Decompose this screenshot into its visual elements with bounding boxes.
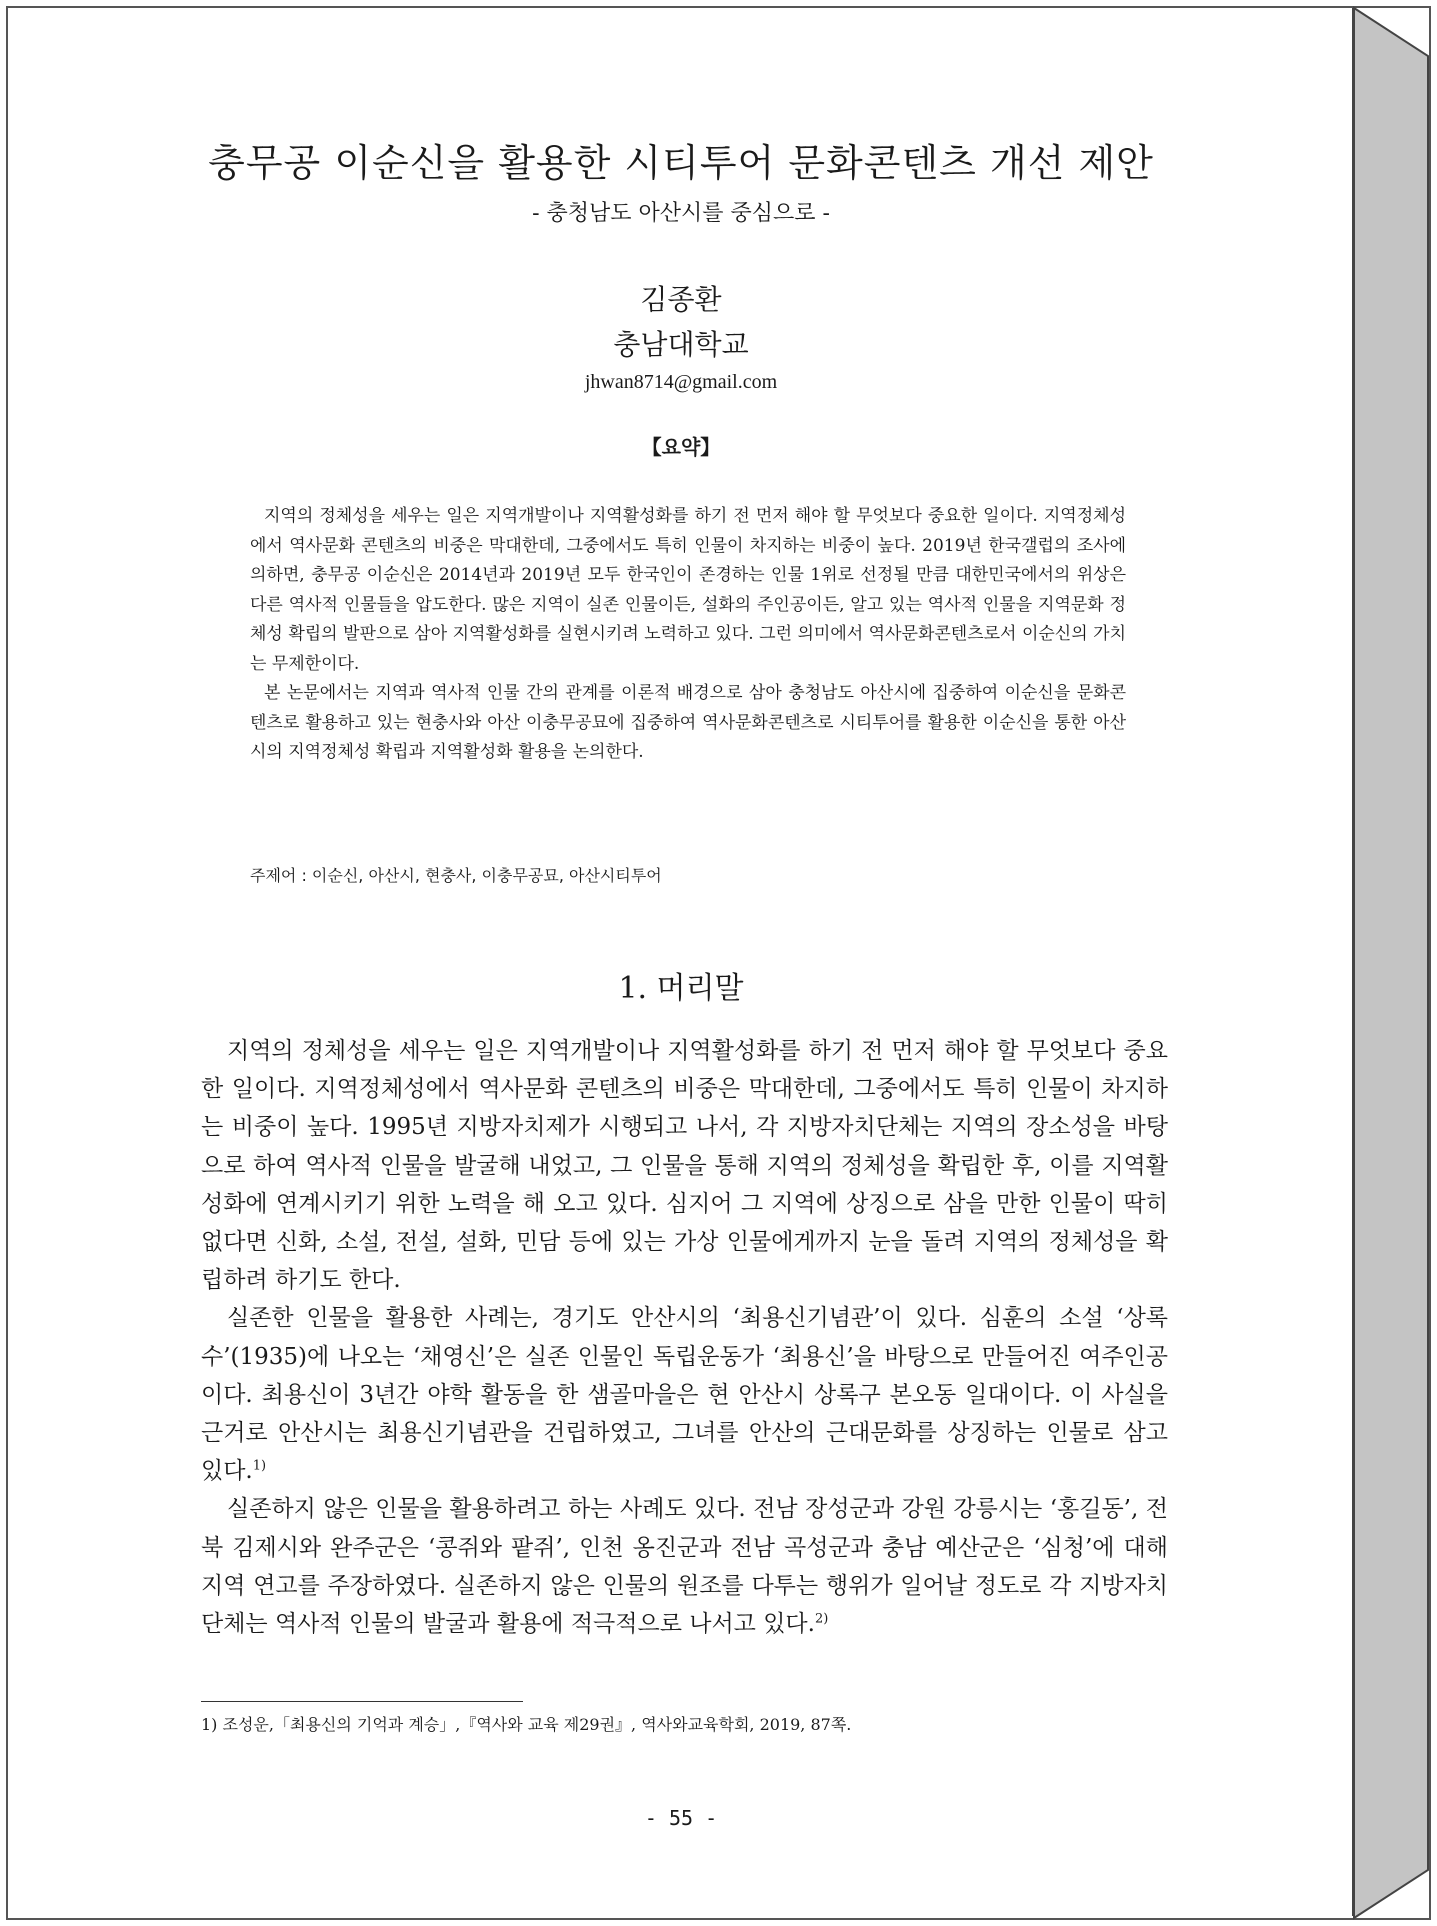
keywords: 주제어 : 이순신, 아산시, 현충사, 이충무공묘, 아산시티투어	[250, 866, 662, 885]
author-affiliation: 충남대학교	[613, 328, 749, 361]
page-stack-edge	[1352, 6, 1430, 1920]
footnote-ref[interactable]: 2)	[814, 1611, 829, 1627]
author-email: jhwan8714@gmail.com	[584, 371, 778, 393]
body-paragraph-text: 실존한 인물을 활용한 사례는, 경기도 안산시의 ‘최용신기념관’이 있다. 심훈의 소설 ‘상록수’(1935)에 나오는 ‘채영신’은 실존 인물인 독립운동가 ‘최용신’을 바탕으로 만들어진 여주인공이다. 최용신이 3년간 야학 활동을 한 샘골마을은 현 안산시 상록구 본오동 일대이다. 이 사실을 근거로 안산시는 최용신기념관을 건립하였고, 그녀를 안산의 근대문화를 상징하는 인물로 삼고 있다.	[201, 1305, 1168, 1485]
paper-page	[8, 8, 1354, 1916]
footnote-divider	[201, 1701, 523, 1702]
page-number: - 55 -	[644, 1806, 718, 1830]
section-heading: 1. 머리말	[618, 971, 744, 1006]
footnote-ref[interactable]: 1)	[252, 1458, 267, 1474]
body-paragraph-text: 실존하지 않은 인물을 활용하려고 하는 사례도 있다. 전남 장성군과 강원 강릉시는 ‘홍길동’, 전북 김제시와 완주군은 ‘콩쥐와 팥쥐’, 인천 옹진군과 전남 곡성군과 충남 예산군은 ‘심청’에 대해 지역 연고를 주장하였다. 실존하지 않은 인물의 원조를 다투는 행위가 일어날 정도로 각 지방자치단체는 역사적 인물의 발굴과 활용에 적극적으로 나서고 있다.	[201, 1496, 1168, 1638]
abstract-paragraph: 지역의 정체성을 세우는 일은 지역개발이나 지역활성화를 하기 전 먼저 해야 할 무엇보다 중요한 일이다. 지역정체성에서 역사문화 콘텐츠의 비중은 막대한데, 그중에서도 특히 인물이 차지하는 비중이 높다. 2019년 한국갤럽의 조사에 의하면, 충무공 이순신은 2014년과 2019년 모두 한국인이 존경하는 인물 1위로 선정될 만큼 대한민국에서의 위상은 다른 역사적 인물들을 압도한다. 많은 지역이 실존 인물이든, 설화의 주인공이든, 알고 있는 역사적 인물을 지역문화 정체성 확립의 발판으로 삼아 지역활성화를 실현시키려 노력하고 있다. 그런 의미에서 역사문화콘텐츠로서 이순신의 가치는 무제한이다.	[250, 506, 1126, 674]
body-paragraph: 지역의 정체성을 세우는 일은 지역개발이나 지역활성화를 하기 전 먼저 해야 할 무엇보다 중요한 일이다. 지역정체성에서 역사문화 콘텐츠의 비중은 막대한데, 그중에서도 특히 인물이 차지하는 비중이 높다. 1995년 지방자치제가 시행되고 나서, 각 지방자치단체는 지역의 장소성을 바탕으로 하여 역사적 인물을 발굴해 내었고, 그 인물을 통해 지역의 정체성을 확립한 후, 이를 지역활성화에 연계시키기 위한 노력을 해 오고 있다. 심지어 그 지역에 상징으로 삼을 만한 인물이 딱히 없다면 신화, 소설, 전설, 설화, 민담 등에 있는 가상 인물에게까지 눈을 돌려 지역의 정체성을 확립하려 하기도 한다.	[201, 1038, 1168, 1294]
abstract-heading: 【요약】	[641, 437, 721, 459]
paper-title: 충무공 이순신을 활용한 시티투어 문화콘텐츠 개선 제안	[208, 141, 1154, 185]
abstract-body	[250, 502, 1126, 768]
body-paragraph	[201, 1490, 1168, 1643]
abstract-paragraph: 본 논문에서는 지역과 역사적 인물 간의 관계를 이론적 배경으로 삼아 충청남도 아산시에 집중하여 이순신을 문화콘텐츠로 활용하고 있는 현충사와 아산 이충무공묘에 집중하여 역사문화콘텐츠로 시티투어를 활용한 이순신을 통한 아산시의 지역정체성 확립과 지역활성화 활용을 논의한다.	[250, 683, 1126, 762]
body-paragraph	[201, 1299, 1168, 1490]
author-name: 김종환	[640, 283, 722, 316]
footnote: 1) 조성운,「최용신의 기억과 계승」,『역사와 교육 제29권』, 역사와교육학회, 2019, 87쪽.	[201, 1715, 852, 1734]
section-body	[201, 1032, 1168, 1643]
paper-subtitle: - 충청남도 아산시를 중심으로 -	[532, 201, 830, 226]
